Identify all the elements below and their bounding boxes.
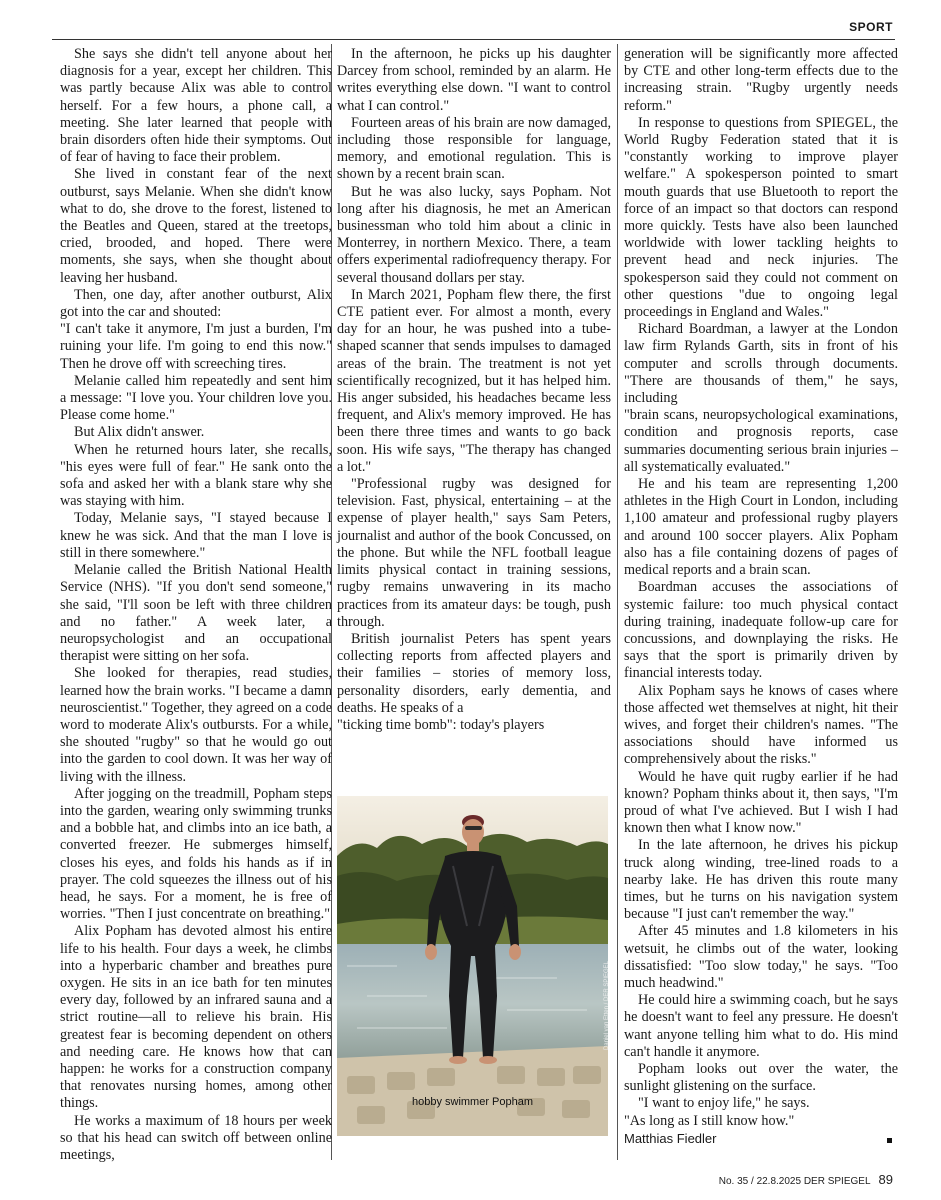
paragraph: Boardman accuses the associations of systemic failure: too much physical contact during training, inadequate follow-up care for concussions, and downplaying the risks. He says that the sport is primarily driven by financial interests today. bbox=[624, 579, 898, 682]
paragraph: Today, Melanie says, "I stayed because I knew he was sick. And that the man I love is still in there somewhere." bbox=[60, 510, 332, 561]
paragraph: In March 2021, Popham flew there, the first CTE patient ever. For almost a month, every day for an hour, he was pushed into a tube-shaped scanner that sends impulses to damaged areas of the brain. The treatment is not yet scientifically recognized, but it has helped him. His anger subsided, his headaches became less frequent, and Alix's memory improved. He has been there three times and wants to go back soon. His wife says, "The therapy has changed a lot." bbox=[337, 286, 611, 475]
paragraph: Would he have quit rugby earlier if he had known? Popham thinks about it, then says, "I'm proud of what I've achieved. But I wish I had known then what I know now." bbox=[624, 768, 898, 837]
paragraph: After jogging on the treadmill, Popham steps into the garden, wearing only swimming trunks and a bobble hat, and climbs into an ice bath, a converted freezer. He submerges himself, closes his eyes, and folds his hands as if in prayer. The cold squeezes the illness out of his head, he says. For a moment, he is free of worries. "Then I just concentrate on breathing." bbox=[60, 785, 332, 923]
issue-info: No. 35 / 22.8.2025 DER SPIEGEL bbox=[718, 1176, 871, 1187]
top-rule bbox=[52, 39, 895, 40]
article-column-2 bbox=[337, 46, 611, 734]
paragraph: She looked for therapies, read studies, learned how the brain works. "I became a damn neuroscientist." Together, they agreed on a code word to moderate Alix's outbursts. For a while, she shouted "rugby" so that he would go out into the garden to cool down. It was her way of living with the illness. bbox=[60, 665, 332, 785]
paragraph: When he returned hours later, she recalls, "his eyes were full of fear." He sank onto the sofa and asked her with a blank stare why she was staying with him. bbox=[60, 441, 332, 510]
paragraph: She says she didn't tell anyone about her diagnosis for a year, except her children. This was partly because Alix was able to control herself. For a few hours, a phone call, a meeting. She later learned that people with brain disorders often hide their symptoms. Out of fear of having to face their problem. bbox=[60, 46, 332, 166]
paragraph: Alix Popham has devoted almost his entire life to his health. Four days a week, he climbs into a hyperbaric chamber and breathes pure oxygen. He sits in an ice bath for ten minutes every day, followed by an infrared sauna and a strict routine—all to relieve his brain. His greatest fear is becoming dependent on others and needing care. He knows how that can happen: he works for a construction company that renovates nursing homes, among other things. bbox=[60, 923, 332, 1112]
article-column-3 bbox=[624, 46, 898, 1147]
paragraph: She lived in constant fear of the next outburst, says Melanie. When she didn't know what to do, she drove to the forest, listened to the Beatles and Queen, stared at the treetops, cried, brooded, and hoped. There were moments, she says, when she thought about leaving her husband. bbox=[60, 166, 332, 286]
swimmer-photo-illustration bbox=[337, 796, 608, 1136]
author-byline bbox=[624, 1130, 898, 1147]
paragraph: "As long as I still know how." bbox=[624, 1112, 795, 1129]
section-label: SPORT bbox=[849, 20, 893, 34]
paragraph: Then, one day, after another outburst, Alix got into the car and shouted: bbox=[60, 286, 332, 321]
paragraph: "Professional rugby was designed for television. Fast, physical, entertaining – at the expense of player health," says Sam Peters, journalist and author of the book Concussed, on the phone. But while the NFL football league limits physical contact in training sessions, rugby remains unwavering in its macho practices from its amateur days: be tough, push through. bbox=[337, 476, 611, 630]
column-divider bbox=[617, 44, 618, 1160]
paragraph: Melanie called him repeatedly and sent him a message: "I love you. Your children love you. Please come home." bbox=[60, 372, 332, 424]
paragraph: "I want to enjoy life," he says. bbox=[638, 1095, 810, 1112]
paragraph: Melanie called the British National Health Service (NHS). "If you don't send someone," she said, "I'll soon be left with three children and no father." A week later, a neuropsychologist and an occupational therapist were sitting on her sofa. bbox=[60, 562, 332, 665]
paragraph: After 45 minutes and 1.8 kilometers in his wetsuit, he climbs out of the water, looking dissatisfied: "Too slow today," he says. "Too much headwind." bbox=[624, 923, 898, 991]
page-footer bbox=[719, 1172, 893, 1187]
article-column-1 bbox=[60, 46, 332, 1164]
paragraph: Popham looks out over the water, the sunlight glistening on the surface. bbox=[624, 1060, 898, 1095]
paragraph: In response to questions from SPIEGEL, the World Rugby Federation stated that it is "constantly working to improve player welfare." A spokesperson pointed to smart mouth guards that use Bluetooth to report the force of an impact so that doctors can respond more quickly. Tests have also been launched worldwide with lower tackling heights to prevent head and neck injuries. The spokesperson said they could not comment on other questions "due to ongoing legal proceedings in England and Wales." bbox=[624, 114, 898, 321]
author-name: Matthias Fiedler bbox=[624, 1130, 717, 1146]
paragraph: Alix Popham says he knows of cases where those affected wet themselves at night, hit their wives, and forget their children's names. "The associations should have informed us comprehensively about the risks." bbox=[624, 682, 898, 768]
end-mark bbox=[887, 1138, 892, 1143]
paragraph: In the late afternoon, he drives his pickup truck along winding, tree-lined roads to a nearby lake. He has driven this route many times, but he turns on his navigation system because "I just can't remember the way." bbox=[624, 837, 898, 923]
paragraph: Fourteen areas of his brain are now damaged, including those responsible for language, memory, and emotional regulation. This is shown by a recent brain scan. bbox=[337, 114, 611, 183]
paragraph: He and his team are representing 1,200 athletes in the High Court in London, including 1,100 amateur and professional rugby players and around 100 soccer players. Alix Popham also has a file containing dozens of pages of medical reports and a brain scan. bbox=[624, 476, 898, 579]
paragraph: "brain scans, neuropsychological examinations, condition and prognosis reports, case summaries documenting serious brain injuries – all systematically evaluated." bbox=[624, 407, 898, 475]
paragraph: But Alix didn't answer. bbox=[74, 424, 205, 441]
photo-caption: hobby swimmer Popham bbox=[411, 1096, 534, 1108]
page-number: 89 bbox=[878, 1172, 893, 1187]
paragraph: In the afternoon, he picks up his daughter Darcey from school, reminded by an alarm. He writes everything else down. "I want to control what I can control." bbox=[337, 46, 611, 114]
paragraph: But he was also lucky, says Popham. Not long after his diagnosis, he met an American businessman who told him about a clinic in Monterrey, in northern Mexico. There, a team offers experimental radiofrequency therapy. For several thousand dollars per stay. bbox=[337, 183, 611, 286]
article-photo bbox=[337, 796, 608, 1136]
paragraph: Richard Boardman, a lawyer at the London law firm Rylands Garth, sits in front of his computer and scrolls through documents. "There are thousands of them," he says, including bbox=[624, 321, 898, 407]
paragraph: He works a maximum of 18 hours per week so that his head can switch off between online meetings, bbox=[60, 1112, 332, 1163]
paragraph: He could hire a swimming coach, but he says he doesn't want to feel any pressure. He doesn't want anyone telling him what to do. His mind can't handle it anymore. bbox=[624, 992, 898, 1060]
paragraph: generation will be significantly more affected by CTE and other long-term effects due to the increasing strain. "Rugby urgently needs reform." bbox=[624, 46, 898, 114]
photo-credit: Daniel van Etten / DER SPIEGEL bbox=[604, 961, 610, 1051]
paragraph: "I can't take it anymore, I'm just a burden, I'm ruining your life. I'm going to end this now." Then he drove off with screeching tires. bbox=[60, 321, 332, 372]
paragraph: "ticking time bomb": today's players bbox=[337, 716, 545, 733]
paragraph: British journalist Peters has spent years collecting reports from affected players and their families – stories of memory loss, personality disorders, early dementia, and deaths. He speaks of a bbox=[337, 630, 611, 716]
